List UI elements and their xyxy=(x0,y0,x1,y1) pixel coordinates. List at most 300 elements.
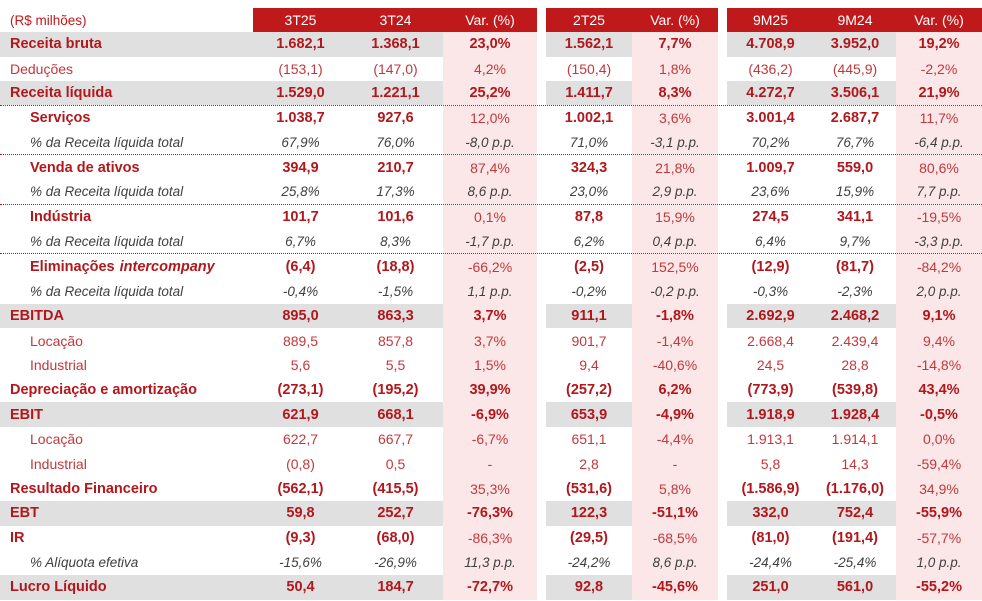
table-row xyxy=(0,550,982,575)
value-cell: 0,5 xyxy=(385,456,406,473)
variation-cell: 12,0% xyxy=(443,106,537,131)
variation-cell: -19,5% xyxy=(896,205,982,230)
value-cell: 122,3 xyxy=(546,501,632,526)
value-cell: 71,0% xyxy=(569,135,609,151)
row-label-text: % Alíquota efetiva xyxy=(30,555,139,571)
column-group-gap xyxy=(537,57,546,82)
variation-cell: 23,0% xyxy=(443,32,537,57)
row-label xyxy=(0,378,253,403)
value-cell: 101,6 xyxy=(377,209,414,226)
column-group-gap xyxy=(537,205,546,230)
column-group-gap xyxy=(718,131,727,155)
row-label xyxy=(0,501,253,526)
variation-cell: 34,9% xyxy=(896,476,982,501)
row-label xyxy=(0,57,253,82)
column-group-gap xyxy=(537,476,546,501)
row-label xyxy=(0,575,253,600)
value-cell: 70,2% xyxy=(751,135,790,151)
variation-cell: -14,8% xyxy=(896,353,982,378)
value-cell: 561,0 xyxy=(814,575,896,600)
value-cell: -2,3% xyxy=(837,283,873,299)
variation-cell: -3,1 p.p. xyxy=(632,131,718,155)
value-cell: (0,8) xyxy=(286,456,315,473)
variation-cell: 7,7% xyxy=(632,32,718,57)
column-group-gap xyxy=(537,427,546,452)
row-label xyxy=(0,550,253,575)
table-row xyxy=(0,452,982,477)
value-cell: (531,6) xyxy=(566,480,612,497)
column-group-gap xyxy=(718,353,727,378)
variation-cell: -6,9% xyxy=(443,402,537,427)
row-label-text: Locação xyxy=(30,332,83,349)
row-label xyxy=(0,304,253,329)
variation-cell: 11,7% xyxy=(896,106,982,131)
table-row xyxy=(0,230,982,255)
value-cell: 23,6% xyxy=(751,184,790,200)
variation-cell: 11,3 p.p. xyxy=(443,550,537,575)
column-header-2: Var. (%) xyxy=(443,8,537,32)
value-cell: 252,7 xyxy=(348,501,443,526)
variation-cell: 1,1 p.p. xyxy=(443,279,537,304)
column-group-gap xyxy=(718,254,727,279)
value-cell: -15,6% xyxy=(279,555,322,571)
table-row xyxy=(0,32,982,57)
value-cell: (273,1) xyxy=(277,381,324,398)
value-cell: 6,4% xyxy=(755,233,786,249)
column-group-gap xyxy=(537,501,546,526)
value-cell: 23,0% xyxy=(569,184,609,200)
row-label xyxy=(0,155,253,180)
value-cell: 895,0 xyxy=(253,304,348,329)
variation-cell: 15,9% xyxy=(632,205,718,230)
value-cell: 621,9 xyxy=(253,402,348,427)
value-cell: -0,2% xyxy=(571,283,607,299)
variation-cell: -3,3 p.p. xyxy=(896,230,982,254)
table-row xyxy=(0,575,982,600)
value-cell: 1.682,1 xyxy=(253,32,348,57)
column-header-7: Var. (%) xyxy=(896,8,982,32)
column-group-gap xyxy=(718,106,727,131)
variation-cell: -76,3% xyxy=(443,501,537,526)
value-cell: 5,6 xyxy=(290,357,311,374)
column-group-gap xyxy=(537,402,546,427)
value-cell: 3.506,1 xyxy=(814,81,896,105)
value-cell: 651,1 xyxy=(571,431,607,448)
variation-cell: 9,1% xyxy=(896,304,982,329)
column-group-gap xyxy=(718,180,727,204)
value-cell: 9,7% xyxy=(839,233,871,249)
value-cell: (195,2) xyxy=(372,381,419,398)
column-group-gap xyxy=(718,328,727,353)
value-cell: 2.668,4 xyxy=(747,332,794,349)
value-cell: 559,0 xyxy=(836,159,874,176)
row-label xyxy=(0,452,253,477)
row-label-text: Serviços xyxy=(30,110,91,127)
variation-cell: -1,8% xyxy=(632,304,718,329)
value-cell: 1.918,9 xyxy=(727,402,814,427)
variation-cell: -68,5% xyxy=(632,526,718,551)
table-row xyxy=(0,131,982,156)
value-cell: (562,1) xyxy=(277,480,324,497)
value-cell: 1.221,1 xyxy=(348,81,443,105)
variation-cell: 0,1% xyxy=(443,205,537,230)
table-row xyxy=(0,205,982,230)
row-label xyxy=(0,32,253,57)
row-label xyxy=(0,131,253,155)
value-cell: 2.468,2 xyxy=(814,304,896,329)
variation-cell: 6,2% xyxy=(632,378,718,403)
column-group-gap xyxy=(718,57,727,82)
value-cell: 14,3 xyxy=(841,456,869,473)
value-cell: 67,9% xyxy=(281,135,320,151)
value-cell: 863,3 xyxy=(348,304,443,329)
value-cell: 857,8 xyxy=(377,332,414,349)
value-cell: 2.687,7 xyxy=(830,110,880,127)
variation-cell: -1,4% xyxy=(632,328,718,353)
column-header-1: 3T24 xyxy=(348,8,443,32)
table-row xyxy=(0,304,982,329)
row-label xyxy=(0,328,253,353)
variation-cell: 39,9% xyxy=(443,378,537,403)
table-row xyxy=(0,254,982,279)
value-cell: (6,4) xyxy=(285,258,316,275)
value-cell: 889,5 xyxy=(282,332,319,349)
column-group-gap xyxy=(537,131,546,155)
value-cell: 3.001,4 xyxy=(746,110,795,127)
value-cell: (1.586,9) xyxy=(741,480,800,497)
value-cell: 1.009,7 xyxy=(746,159,795,176)
value-cell: 4.708,9 xyxy=(727,32,814,57)
row-label xyxy=(0,205,253,230)
variation-cell: 9,4% xyxy=(896,328,982,353)
column-group-gap xyxy=(718,526,727,551)
row-label xyxy=(0,526,253,551)
value-cell: 6,2% xyxy=(573,233,605,249)
unit-label: (R$ milhões) xyxy=(0,8,253,32)
value-cell: 667,7 xyxy=(377,431,414,448)
value-cell: -0,4% xyxy=(282,283,319,299)
value-cell: (2,5) xyxy=(574,258,604,275)
column-group-gap xyxy=(537,526,546,551)
value-cell: 24,5 xyxy=(756,357,785,374)
variation-cell: 1,0 p.p. xyxy=(896,550,982,575)
value-cell: 92,8 xyxy=(546,575,632,600)
value-cell: (147,0) xyxy=(373,61,418,78)
value-cell: 341,1 xyxy=(836,209,874,226)
column-group-gap xyxy=(537,155,546,180)
table-row xyxy=(0,526,982,551)
value-cell: (81,0) xyxy=(751,530,790,547)
row-label-text: Indústria xyxy=(30,209,92,226)
row-label xyxy=(0,476,253,501)
value-cell: 4.272,7 xyxy=(727,81,814,105)
table-row xyxy=(0,155,982,180)
value-cell: (68,0) xyxy=(376,530,415,547)
variation-cell: 87,4% xyxy=(443,155,537,180)
value-cell: 1.038,7 xyxy=(276,110,325,127)
table-row xyxy=(0,279,982,304)
column-header-4: Var. (%) xyxy=(632,8,718,32)
value-cell: (415,5) xyxy=(372,480,419,497)
row-label-text: Eliminações xyxy=(30,258,115,275)
row-label-text: Locação xyxy=(30,431,83,448)
value-cell: 1.368,1 xyxy=(348,32,443,57)
value-cell: 8,3% xyxy=(380,233,411,249)
value-cell: 332,0 xyxy=(727,501,814,526)
variation-cell: -86,3% xyxy=(443,526,537,551)
value-cell: 927,6 xyxy=(377,110,414,127)
column-group-gap xyxy=(537,254,546,279)
column-group-gap xyxy=(718,501,727,526)
row-label-text: % da Receita líquida total xyxy=(30,135,184,151)
column-group-gap xyxy=(537,550,546,575)
row-label xyxy=(0,180,253,204)
value-cell: 1.411,7 xyxy=(546,81,632,105)
column-group-gap xyxy=(537,353,546,378)
value-cell: (773,9) xyxy=(747,381,794,398)
variation-cell: -72,7% xyxy=(443,575,537,600)
value-cell: 15,9% xyxy=(835,184,875,200)
row-label-text: Resultado Financeiro xyxy=(10,480,158,497)
value-cell: (9,3) xyxy=(285,530,316,547)
variation-cell: -84,2% xyxy=(896,254,982,279)
row-label-text: % da Receita líquida total xyxy=(30,184,184,200)
column-group-gap xyxy=(718,550,727,575)
row-label-text: Depreciação e amortização xyxy=(10,381,197,398)
variation-cell: -66,2% xyxy=(443,254,537,279)
value-cell: 28,8 xyxy=(841,357,869,374)
column-header-0: 3T25 xyxy=(253,8,348,32)
table-row xyxy=(0,106,982,131)
value-cell: 76,0% xyxy=(376,135,415,151)
variation-cell: 3,7% xyxy=(443,304,537,329)
column-group-gap xyxy=(718,81,727,105)
column-group-gap xyxy=(718,476,727,501)
value-cell: 50,4 xyxy=(253,575,348,600)
variation-cell: -1,7 p.p. xyxy=(443,230,537,254)
column-group-gap xyxy=(537,328,546,353)
column-group-gap xyxy=(718,575,727,600)
column-group-gap xyxy=(718,304,727,329)
row-label-text: Deduções xyxy=(10,61,74,78)
variation-cell: 8,6 p.p. xyxy=(632,550,718,575)
value-cell: 17,3% xyxy=(376,184,415,200)
value-cell: (1.176,0) xyxy=(825,480,885,497)
variation-cell: 3,6% xyxy=(632,106,718,131)
row-label-text: Industrial xyxy=(30,357,87,374)
value-cell: 5,8 xyxy=(760,456,781,473)
value-cell: (81,7) xyxy=(836,258,874,275)
variation-cell: 0,4 p.p. xyxy=(632,230,718,254)
row-label-text: % da Receita líquida total xyxy=(30,283,184,299)
column-group-gap xyxy=(537,230,546,254)
variation-cell: 2,0 p.p. xyxy=(896,279,982,304)
column-group-gap xyxy=(537,32,546,57)
value-cell: 9,4 xyxy=(579,357,599,374)
variation-cell: 43,4% xyxy=(896,378,982,403)
variation-cell: -6,7% xyxy=(443,427,537,452)
variation-cell: -0,5% xyxy=(896,402,982,427)
value-cell: 2,8 xyxy=(579,456,599,473)
variation-cell: - xyxy=(632,452,718,477)
variation-cell: -4,9% xyxy=(632,402,718,427)
column-group-gap xyxy=(718,32,727,57)
variation-cell: -45,6% xyxy=(632,575,718,600)
row-label-text: % da Receita líquida total xyxy=(30,233,184,249)
column-group-gap xyxy=(537,180,546,204)
table-row xyxy=(0,81,982,106)
column-group-gap xyxy=(718,402,727,427)
column-header-3: 2T25 xyxy=(546,8,632,32)
column-group-gap xyxy=(537,452,546,477)
variation-cell: 8,3% xyxy=(632,81,718,105)
variation-cell: -6,4 p.p. xyxy=(896,131,982,155)
value-cell: 184,7 xyxy=(348,575,443,600)
row-label-text: Receita bruta xyxy=(10,36,102,53)
column-header-5: 9M25 xyxy=(727,8,814,32)
value-cell: 1.913,1 xyxy=(747,431,794,448)
row-label-text: IR xyxy=(10,530,25,547)
value-cell: 5,5 xyxy=(385,357,406,374)
variation-cell: 8,6 p.p. xyxy=(443,180,537,204)
column-group-gap xyxy=(537,304,546,329)
row-label xyxy=(0,81,253,105)
value-cell: -24,4% xyxy=(749,555,792,571)
value-cell: (18,8) xyxy=(376,258,415,275)
variation-cell: -57,7% xyxy=(896,526,982,551)
column-group-gap xyxy=(718,205,727,230)
value-cell: 1.928,4 xyxy=(814,402,896,427)
value-cell: 1.914,1 xyxy=(831,431,879,448)
column-group-gap xyxy=(718,8,727,32)
column-group-gap xyxy=(537,575,546,600)
value-cell: (153,1) xyxy=(278,61,323,78)
variation-cell: -2,2% xyxy=(896,57,982,82)
variation-cell: 1,8% xyxy=(632,57,718,82)
table-row xyxy=(0,501,982,526)
variation-cell: -4,4% xyxy=(632,427,718,452)
column-group-gap xyxy=(718,230,727,254)
table-row xyxy=(0,402,982,427)
variation-cell: 35,3% xyxy=(443,476,537,501)
value-cell: -25,4% xyxy=(833,555,877,571)
value-cell: (12,9) xyxy=(751,258,790,275)
value-cell: 901,7 xyxy=(571,332,607,349)
value-cell: (257,2) xyxy=(566,381,612,398)
row-label-text: EBT xyxy=(10,505,39,522)
table-row xyxy=(0,57,982,82)
value-cell: 6,7% xyxy=(285,233,316,249)
column-group-gap xyxy=(537,8,546,32)
value-cell: (150,4) xyxy=(566,61,612,78)
row-label xyxy=(0,279,253,304)
row-label xyxy=(0,402,253,427)
value-cell: 101,7 xyxy=(282,209,319,226)
table-row xyxy=(0,353,982,378)
variation-cell: 5,8% xyxy=(632,476,718,501)
variation-cell: 25,2% xyxy=(443,81,537,105)
table-row xyxy=(0,378,982,403)
variation-cell: -55,2% xyxy=(896,575,982,600)
column-group-gap xyxy=(718,279,727,304)
column-group-gap xyxy=(718,155,727,180)
row-label xyxy=(0,427,253,452)
variation-cell: 0,0% xyxy=(896,427,982,452)
value-cell: 1.002,1 xyxy=(564,110,614,127)
variation-cell: - xyxy=(443,452,537,477)
value-cell: 911,1 xyxy=(546,304,632,329)
value-cell: 324,3 xyxy=(570,159,608,176)
value-cell: (29,5) xyxy=(570,530,608,547)
variation-cell: -0,2 p.p. xyxy=(632,279,718,304)
variation-cell: 21,9% xyxy=(896,81,982,105)
value-cell: 752,4 xyxy=(814,501,896,526)
column-group-gap xyxy=(718,452,727,477)
variation-cell: 19,2% xyxy=(896,32,982,57)
table-row xyxy=(0,180,982,205)
table-row xyxy=(0,427,982,452)
variation-cell: -40,6% xyxy=(632,353,718,378)
value-cell: 25,8% xyxy=(281,184,320,200)
table-header-row xyxy=(0,8,982,32)
variation-cell: -51,1% xyxy=(632,501,718,526)
value-cell: 3.952,0 xyxy=(814,32,896,57)
row-label-italic-text: intercompany xyxy=(119,258,215,275)
row-label xyxy=(0,230,253,254)
value-cell: -24,2% xyxy=(567,555,611,571)
value-cell: 251,0 xyxy=(727,575,814,600)
variation-cell: 3,7% xyxy=(443,328,537,353)
value-cell: (191,4) xyxy=(832,530,878,547)
variation-cell: 7,7 p.p. xyxy=(896,180,982,204)
row-label-text: Lucro Líquido xyxy=(10,579,107,596)
value-cell: (436,2) xyxy=(748,61,793,78)
column-group-gap xyxy=(537,81,546,105)
variation-cell: 21,8% xyxy=(632,155,718,180)
variation-cell: 152,5% xyxy=(632,254,718,279)
value-cell: 653,9 xyxy=(546,402,632,427)
value-cell: 59,8 xyxy=(253,501,348,526)
row-label-text: Industrial xyxy=(30,456,87,473)
column-group-gap xyxy=(537,106,546,131)
variation-cell: -55,9% xyxy=(896,501,982,526)
value-cell: 210,7 xyxy=(377,159,414,176)
variation-cell: 80,6% xyxy=(896,155,982,180)
row-label-text: EBIT xyxy=(10,406,44,423)
value-cell: -1,5% xyxy=(377,283,414,299)
row-label-text: Receita líquida xyxy=(10,85,113,102)
value-cell: 76,7% xyxy=(835,135,875,151)
value-cell: (539,8) xyxy=(832,381,878,398)
value-cell: 87,8 xyxy=(574,209,604,226)
column-group-gap xyxy=(537,378,546,403)
value-cell: 668,1 xyxy=(348,402,443,427)
variation-cell: -59,4% xyxy=(896,452,982,477)
row-label-text: EBITDA xyxy=(10,307,64,324)
column-header-6: 9M24 xyxy=(814,8,896,32)
value-cell: 1.562,1 xyxy=(546,32,632,57)
table-row xyxy=(0,328,982,353)
column-group-gap xyxy=(718,427,727,452)
row-label-text: Venda de ativos xyxy=(30,159,140,176)
column-group-gap xyxy=(718,378,727,403)
value-cell: 2.439,4 xyxy=(831,332,879,349)
value-cell: -26,9% xyxy=(374,555,417,571)
variation-cell: 1,5% xyxy=(443,353,537,378)
value-cell: 2.692,9 xyxy=(727,304,814,329)
row-label xyxy=(0,106,253,131)
variation-cell: 2,9 p.p. xyxy=(632,180,718,204)
